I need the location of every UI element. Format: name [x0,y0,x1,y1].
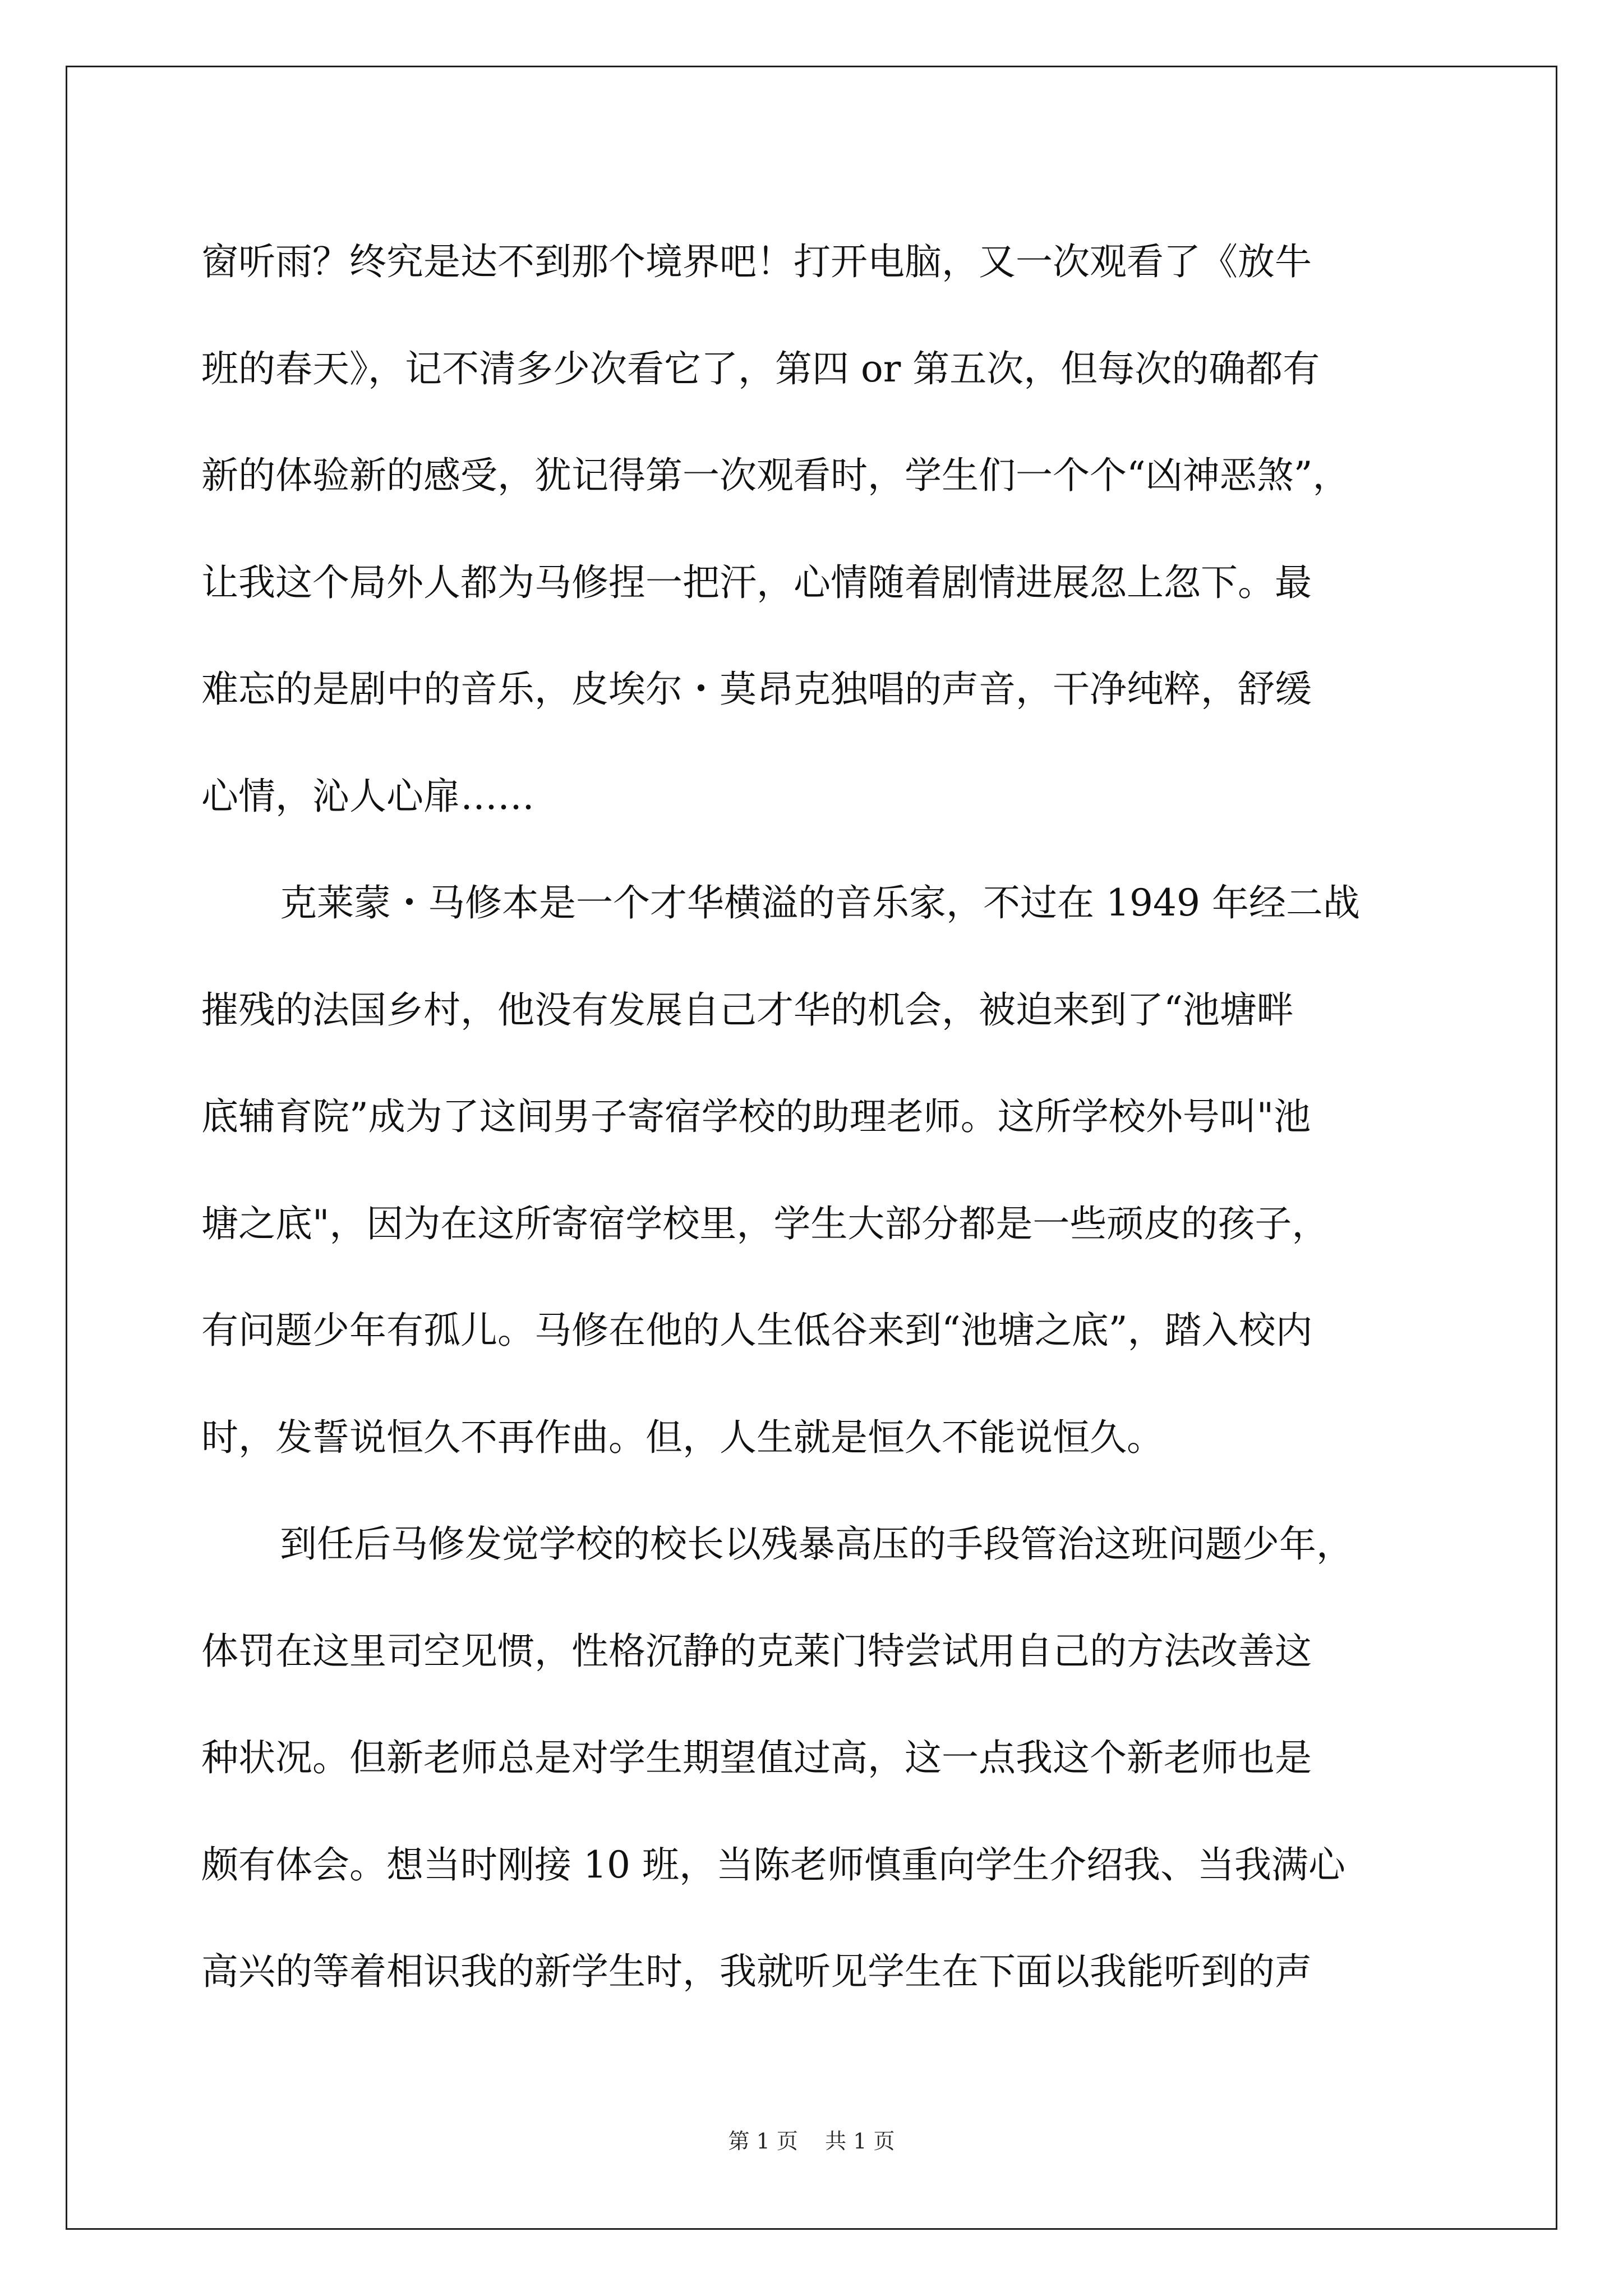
text-line-5: 难忘的是剧中的音乐，皮埃尔・莫昂克独唱的声音，干净纯粹，舒缓 [201,668,1312,711]
text-line-15: 种状况。但新老师总是对学生期望值过高，这一点我这个新老师也是 [201,1736,1312,1779]
text-line-11: 有问题少年有孤儿。马修在他的人生低谷来到“池塘之底”，踏入校内 [201,1309,1313,1352]
text-line-1: 窗听雨？终究是达不到那个境界吧！打开电脑，又一次观看了《放牛 [201,240,1312,283]
text-line-16: 颇有体会。想当时刚接 10 班，当陈老师慎重向学生介绍我、当我满心 [201,1843,1345,1887]
text-line-7: 克莱蒙・马修本是一个才华横溢的音乐家，不过在 1949 年经二战 [280,881,1360,924]
text-line-6: 心情，沁人心扉…… [201,774,534,818]
text-line-10: 塘之底"，因为在这所寄宿学校里，学生大部分都是一些顽皮的孩子， [201,1202,1329,1245]
text-line-14: 体罚在这里司空见惯，性格沉静的克莱门特尝试用自己的方法改善这 [201,1629,1312,1673]
text-line-13: 到任后马修发觉学校的校长以残暴高压的手段管治这班问题少年， [280,1522,1353,1566]
text-line-17: 高兴的等着相识我的新学生时，我就听见学生在下面以我能听到的声 [201,1950,1312,1993]
page-footer: 第 1 页 共 1 页 [728,2129,895,2154]
document-body [201,209,1422,2026]
text-line-8: 摧残的法国乡村，他没有发展自己才华的机会，被迫来到了“池塘畔 [201,988,1294,1032]
text-line-12: 时，发誓说恒久不再作曲。但，人生就是恒久不能说恒久。 [201,1415,1164,1459]
text-line-2: 班的春天》，记不清多少次看它了，第四 or 第五次，但每次的确都有 [201,347,1320,390]
text-line-3: 新的体验新的感受，犹记得第一次观看时，学生们一个个“凶神恶煞”， [201,454,1350,497]
text-line-9: 底辅育院”成为了这间男子寄宿学校的助理老师。这所学校外号叫"池 [201,1095,1311,1138]
text-line-4: 让我这个局外人都为马修捏一把汗，心情随着剧情进展忽上忽下。最 [201,560,1312,604]
